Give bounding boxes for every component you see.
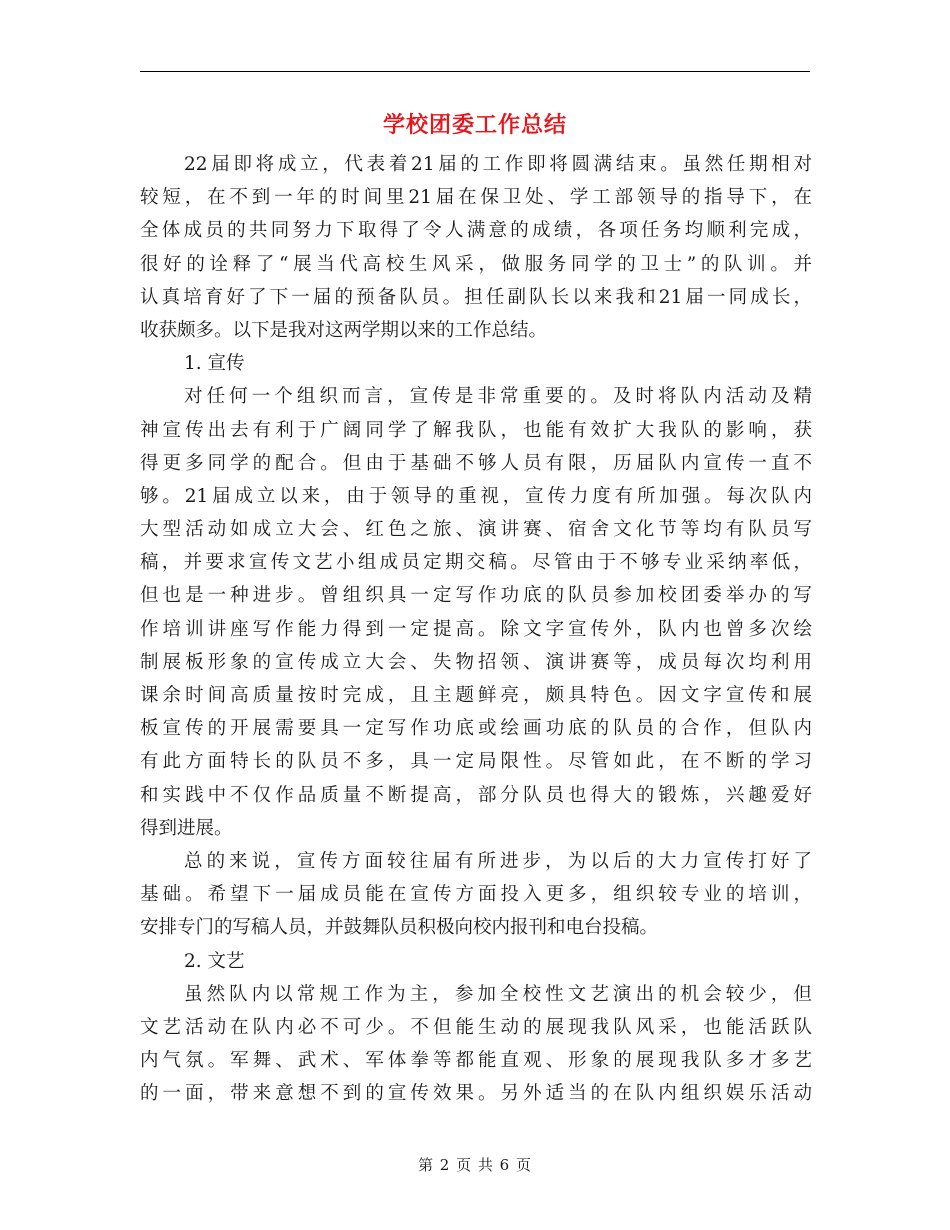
text-line: 大型活动如成立大会、红色之旅、演讲赛、宿舍文化节等均有队员写: [140, 519, 812, 541]
text-line: 有此方面特长的队员不多，具一定局限性。尽管如此，在不断的学习: [140, 751, 812, 773]
text-line: 稿，并要求宣传文艺小组成员定期交稿。尽管由于不够专业采纳率低，: [140, 552, 812, 574]
page-footer: 第 2 页 共 6 页: [418, 1156, 532, 1174]
text-line: 制展板形象的宣传成立大会、失物招领、演讲赛等，成员每次均利用: [140, 651, 812, 673]
text-line: 作培训讲座写作能力得到一定提高。除文字宣传外，队内也曾多次绘: [140, 618, 812, 640]
text-line: 安排专门的写稿人员，并鼓舞队员积极向校内报刊和电台投稿。: [140, 917, 659, 939]
text-line: 得更多同学的配合。但由于基础不够人员有限，历届队内宣传一直不: [140, 452, 812, 474]
text-line: 和实践中不仅作品质量不断提高，部分队员也得大的锻炼，兴趣爱好: [140, 784, 812, 806]
text-line: 够。21届成立以来，由于领导的重视，宣传力度有所加强。每次队内: [140, 485, 812, 507]
text-line: 收获颇多。以下是我对这两学期以来的工作总结。: [140, 319, 548, 341]
text-line: 较短，在不到一年的时间里21届在保卫处、学工部领导的指导下，在: [140, 187, 812, 209]
text-line: 基础。希望下一届成员能在宣传方面投入更多，组织较专业的培训，: [140, 884, 812, 906]
text-line: 虽然队内以常规工作为主，参加全校性文艺演出的机会较少，但: [184, 983, 812, 1005]
text-line: 内气氛。军舞、武术、军体拳等都能直观、形象的展现我队多才多艺: [140, 1050, 812, 1072]
text-line: 1. 宣传: [184, 353, 245, 375]
text-line: 2. 文艺: [184, 950, 245, 972]
text-line: 神宣传出去有利于广阔同学了解我队，也能有效扩大我队的影响，获: [140, 419, 812, 441]
text-line: 板宣传的开展需要具一定写作功底或绘画功底的队员的合作，但队内: [140, 718, 812, 740]
text-line: 但也是一种进步。曾组织具一定写作功底的队员参加校团委举办的写: [140, 585, 812, 607]
body-text: [140, 148, 812, 1110]
text-line: 课余时间高质量按时完成，且主题鲜亮，颇具特色。因文字宣传和展: [140, 685, 812, 706]
page-title: 学校团委工作总结: [382, 113, 567, 138]
text-line: 对任何一个组织而言，宣传是非常重要的。及时将队内活动及精: [184, 386, 812, 408]
text-line: 文艺活动在队内必不可少。不但能生动的展现我队风采，也能活跃队: [140, 1016, 812, 1038]
text-line: 的一面，带来意想不到的宣传效果。另外适当的在队内组织娱乐活动: [140, 1083, 812, 1105]
text-line: 得到进展。: [140, 817, 233, 839]
text-line: 全体成员的共同努力下取得了令人满意的成绩，各项任务均顺利完成，: [140, 220, 812, 242]
text-line: 认真培育好了下一届的预备队员。担任副队长以来我和21届一同成长，: [140, 286, 812, 308]
text-line: 很好的诠释了“展当代高校生风采，做服务同学的卫士”的队训。并: [140, 253, 812, 275]
text-line: 总的来说，宣传方面较往届有所进步，为以后的大力宣传打好了: [184, 850, 812, 872]
header-rule: [140, 71, 810, 72]
text-line: 22届即将成立，代表着21届的工作即将圆满结束。虽然任期相对: [184, 154, 812, 175]
